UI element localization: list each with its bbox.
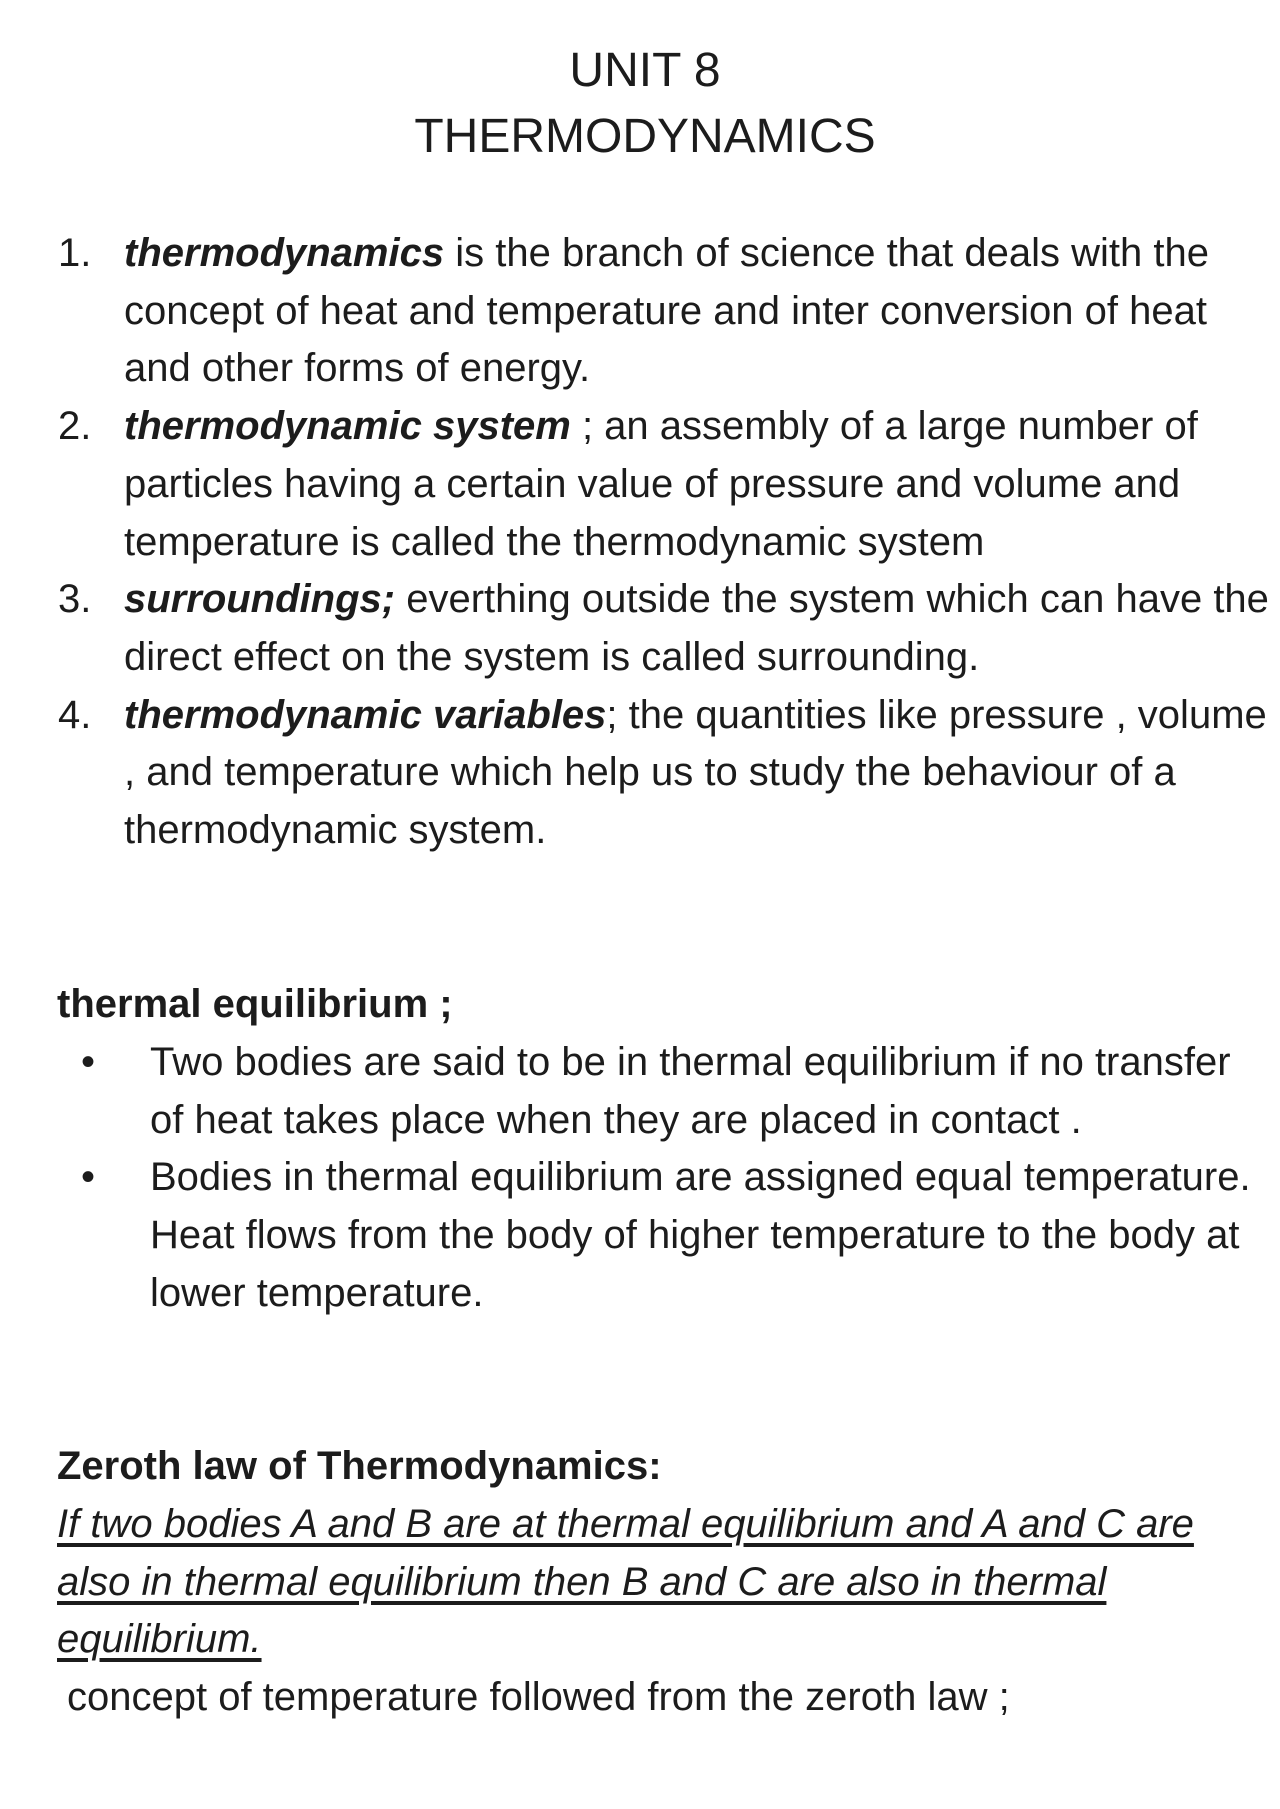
list-number: 2. — [58, 404, 92, 449]
definition-text: ; an assembly of a large number of particles having a certain value of pressure and volume and temperature is called the thermodynamic system — [124, 404, 1198, 564]
list-number: 1. — [58, 231, 92, 275]
unit-label: UNIT 8 — [569, 44, 721, 97]
page-title — [0, 38, 1280, 170]
bullet-icon: • — [81, 1040, 96, 1084]
zeroth-law-heading: Zeroth law of Thermodynamics: — [57, 1444, 662, 1488]
list-item — [57, 1034, 1257, 1149]
list-number: 4. — [58, 692, 92, 737]
definition-term: thermodynamic variables — [124, 692, 607, 737]
chapter-title: THERMODYNAMICS — [414, 110, 876, 163]
definition-item — [52, 687, 1272, 860]
definitions-list — [52, 225, 1272, 860]
definition-text: ; the quantities like pressure , volume , and temperature which help us to study the behaviour of a thermodynamic system. — [124, 692, 1267, 853]
bullet-text: Two bodies are said to be in thermal equilibrium if no transfer of heat takes place when they are placed in contact . — [150, 1040, 1231, 1142]
definition-text: is the branch of science that deals with the concept of heat and temperature and inter conversion of heat and other forms of energy. — [124, 231, 1209, 391]
definition-item — [52, 225, 1272, 398]
definition-item — [52, 398, 1272, 571]
list-number: 3. — [58, 577, 92, 622]
definition-item — [52, 571, 1272, 686]
bullet-icon: • — [81, 1155, 96, 1200]
zeroth-law-followup: concept of temperature followed from the zeroth law ; — [67, 1675, 1010, 1719]
zeroth-law-statement: If two bodies A and B are at thermal equilibrium and A and C are also in thermal equilibrium then B and C are also in thermal equilibrium. — [57, 1502, 1194, 1662]
list-item — [57, 1149, 1257, 1322]
bullet-text: Bodies in thermal equilibrium are assigned equal temperature. Heat flows from the body of higher temperature to the body at lower temperature. — [150, 1155, 1251, 1315]
thermal-equilibrium-list — [57, 1034, 1257, 1323]
definition-term: thermodynamics — [124, 231, 445, 275]
definition-term: thermodynamic system — [124, 404, 571, 449]
definition-text: everthing outside the system which can have the direct effect on the system is called surrounding. — [124, 577, 1269, 679]
definition-term: surroundings; — [124, 577, 396, 622]
thermal-equilibrium-heading: thermal equilibrium ; — [57, 982, 453, 1026]
